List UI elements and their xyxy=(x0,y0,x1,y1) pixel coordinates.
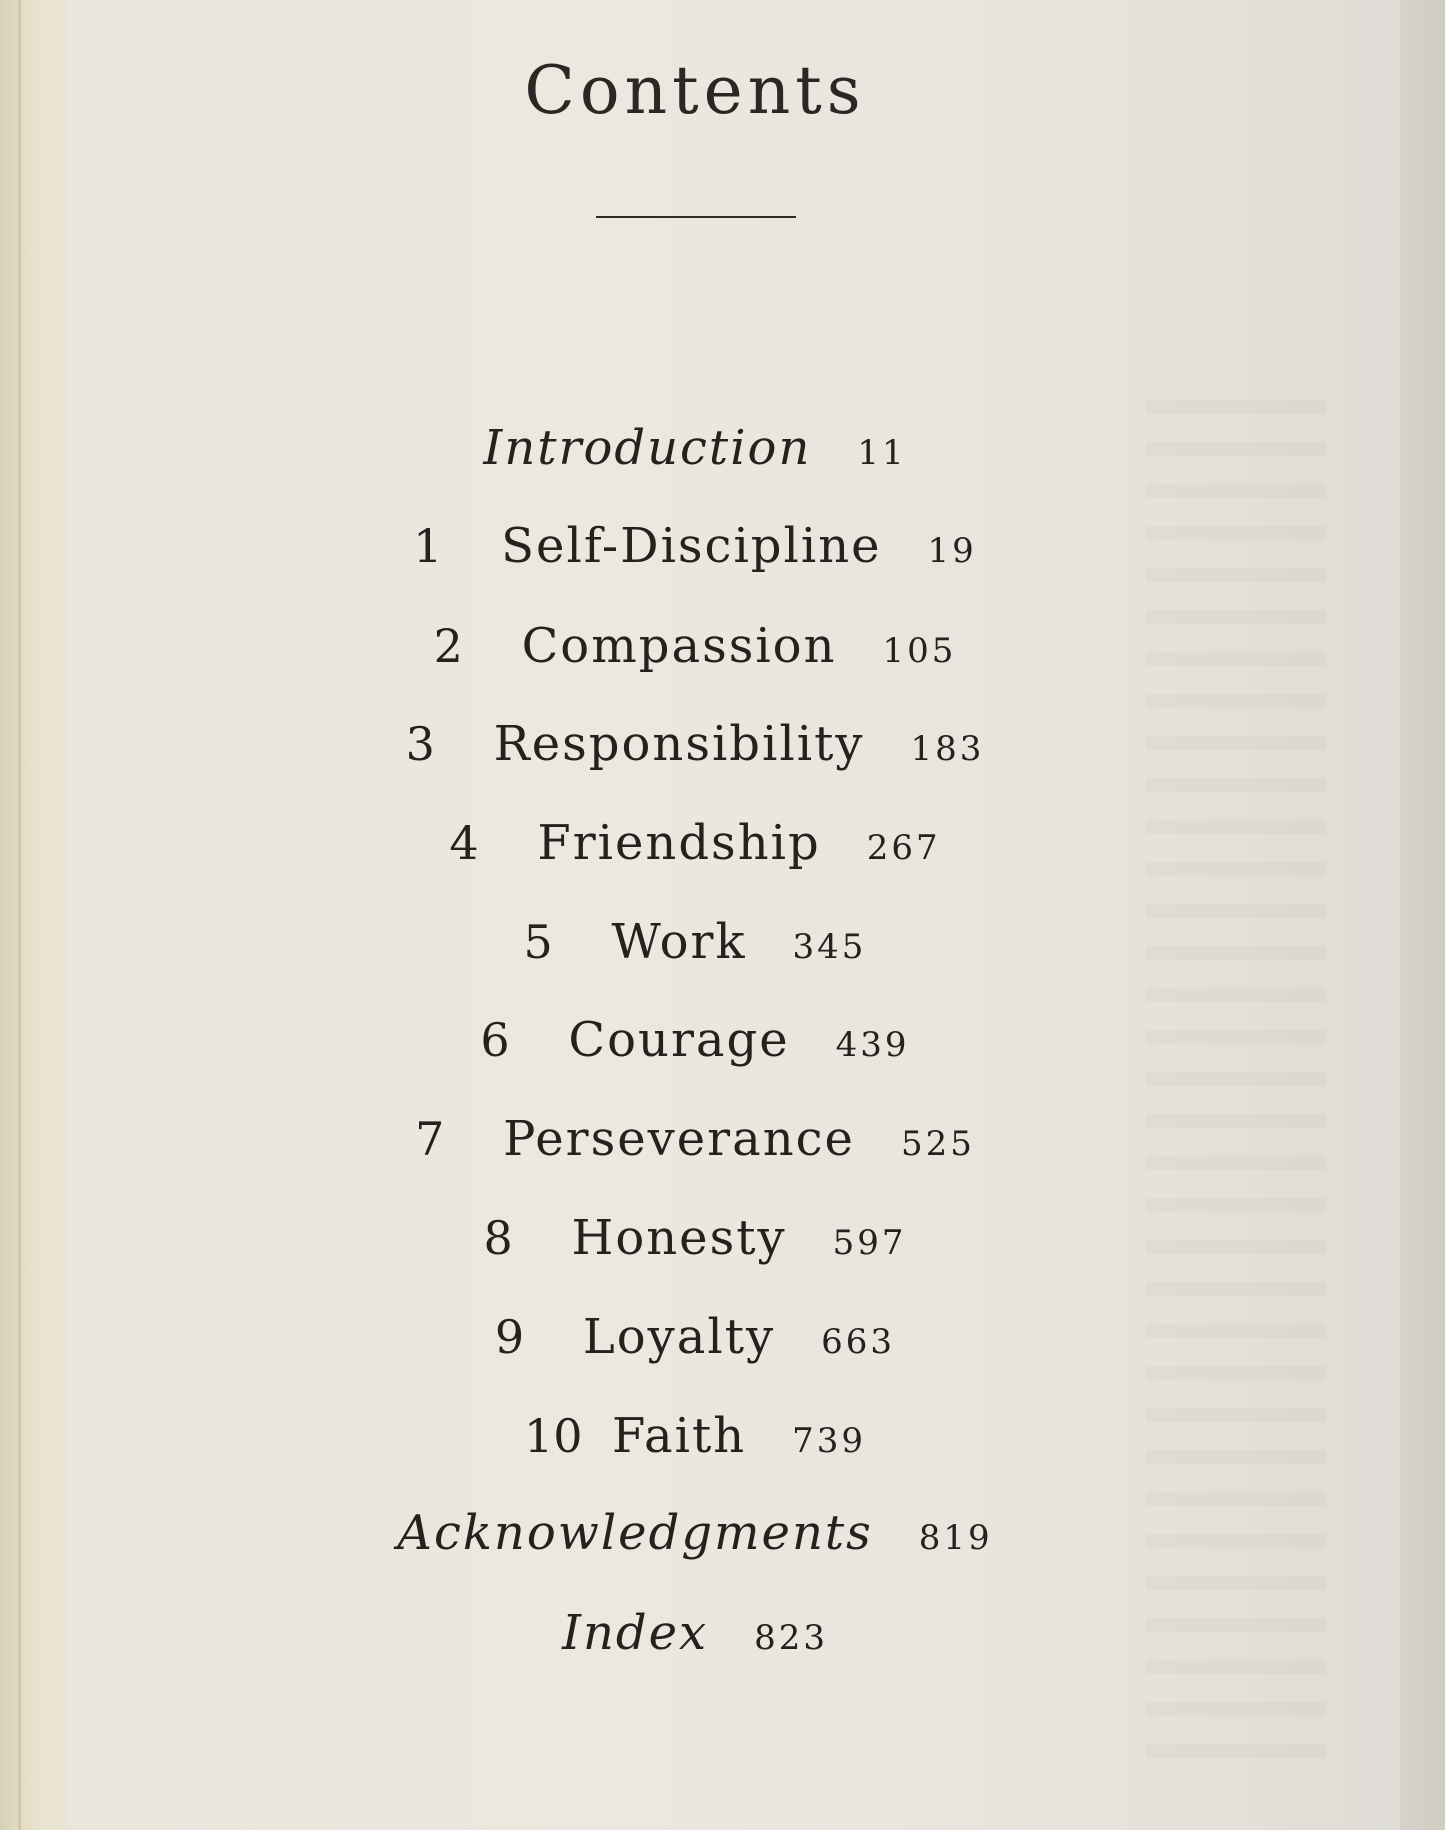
chapter-page: 19 xyxy=(927,531,977,571)
chapter-title: Responsibility xyxy=(493,716,865,772)
chapter-title: Friendship xyxy=(537,815,821,871)
toc-entry-label: Introduction xyxy=(483,420,812,476)
chapter-number: 1 xyxy=(413,519,443,573)
chapter-title: Work xyxy=(611,914,747,970)
toc-chapter-8 xyxy=(0,1210,1390,1280)
chapter-page: 663 xyxy=(821,1322,896,1362)
toc-chapter-10 xyxy=(0,1408,1390,1478)
toc-chapter-2 xyxy=(0,618,1390,688)
chapter-page: 525 xyxy=(900,1124,975,1164)
chapter-number: 5 xyxy=(523,915,553,969)
title-rule xyxy=(596,216,796,218)
toc-entry-introduction xyxy=(0,420,1390,490)
toc-chapter-3 xyxy=(0,716,1390,786)
chapter-page: 439 xyxy=(835,1025,910,1065)
chapter-title: Honesty xyxy=(571,1210,787,1266)
chapter-page: 597 xyxy=(832,1223,907,1263)
chapter-title: Faith xyxy=(611,1408,747,1464)
toc-entry-label: Acknowledgments xyxy=(397,1505,873,1561)
chapter-number: 6 xyxy=(480,1013,510,1067)
chapter-number: 2 xyxy=(433,619,463,673)
chapter-title: Courage xyxy=(568,1012,790,1068)
toc-entry-page: 823 xyxy=(754,1618,828,1658)
toc-entry-index xyxy=(0,1605,1390,1675)
toc-chapter-1 xyxy=(0,518,1390,588)
chapter-page: 267 xyxy=(866,828,941,868)
toc-chapter-9 xyxy=(0,1309,1390,1379)
chapter-number: 9 xyxy=(494,1310,525,1364)
chapter-number: 4 xyxy=(449,816,479,870)
chapter-title: Loyalty xyxy=(582,1309,776,1365)
page-title: Contents xyxy=(524,52,866,129)
chapter-page: 105 xyxy=(882,631,957,671)
toc-chapter-7 xyxy=(0,1111,1390,1181)
chapter-page: 345 xyxy=(792,927,867,967)
toc-chapter-4 xyxy=(0,815,1390,885)
toc-entry-page: 819 xyxy=(918,1518,993,1558)
chapter-title: Self-Discipline xyxy=(501,518,882,574)
chapter-number: 3 xyxy=(405,717,435,771)
page-right-edge xyxy=(1400,0,1445,1830)
toc-chapter-6 xyxy=(0,1012,1390,1082)
chapter-title: Compassion xyxy=(521,618,837,674)
chapter-number: 7 xyxy=(415,1112,445,1166)
chapter-page: 183 xyxy=(910,729,985,769)
toc-entry-page: 11 xyxy=(857,433,907,473)
toc-chapter-5 xyxy=(0,914,1390,984)
chapter-title: Perseverance xyxy=(503,1111,855,1167)
chapter-number: 8 xyxy=(483,1211,513,1265)
chapter-page: 739 xyxy=(792,1421,867,1461)
toc-entry-label: Index xyxy=(562,1605,709,1661)
chapter-number: 10 xyxy=(523,1409,583,1463)
toc-entry-acknowledgments xyxy=(0,1505,1390,1575)
